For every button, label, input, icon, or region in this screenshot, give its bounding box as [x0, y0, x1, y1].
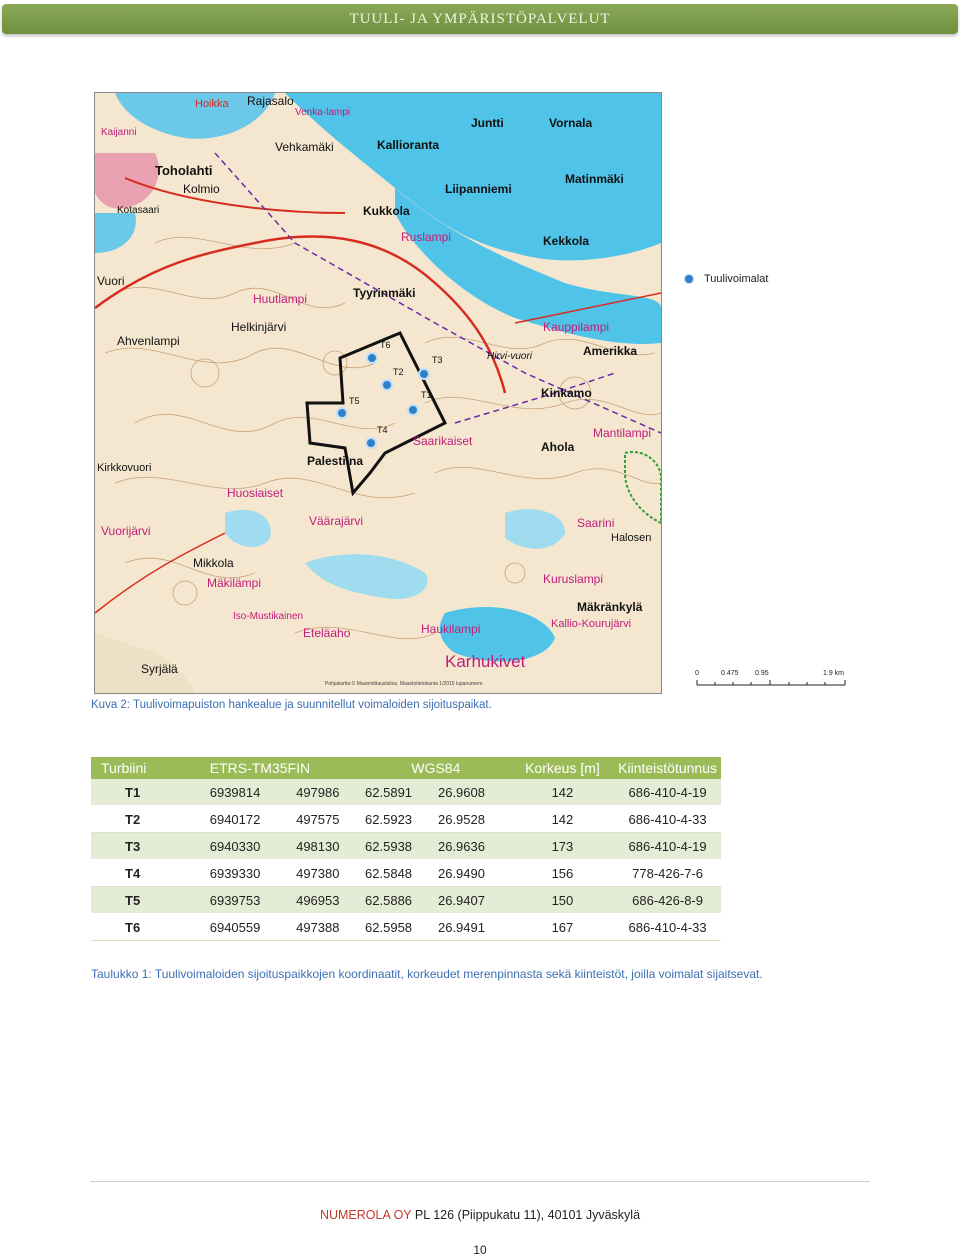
- table-cell: 62.5923: [361, 806, 434, 833]
- place-label: Mantilampi: [593, 426, 652, 440]
- scale-bar: [695, 667, 850, 689]
- table-cell: 686-410-4-19: [614, 779, 721, 806]
- place-label: Hirvi-vuori: [487, 351, 532, 362]
- header-title: TUULI- JA YMPÄRISTÖPALVELUT: [349, 11, 611, 27]
- turbine-label: T2: [393, 367, 404, 377]
- table-row: [91, 914, 721, 941]
- place-label: Vornala: [549, 116, 593, 130]
- scale-tick-label: 1.9 km: [823, 670, 845, 677]
- place-label: Kinkamo: [541, 386, 592, 400]
- turbine-t6-marker: [367, 353, 377, 363]
- column-header: Kiinteistötunnus: [618, 760, 717, 776]
- column-header: Turbiini: [101, 760, 147, 776]
- place-label: Ahola: [541, 440, 575, 454]
- place-label: Huutlampi: [253, 292, 308, 306]
- map-copyright: Pohjakartta © Maanmittauslaitos, Maastotietokanta 1/2015 lupanumero: [325, 681, 483, 687]
- table-cell: 62.5958: [361, 914, 434, 941]
- column-header: Korkeus [m]: [525, 760, 600, 776]
- turbine-t4-marker: [366, 438, 376, 448]
- place-label: Huosiaiset: [227, 486, 284, 500]
- table-cell: 497986: [292, 779, 361, 806]
- place-label: Vuorijärvi: [101, 524, 151, 538]
- place-label: Helkinjärvi: [231, 320, 287, 334]
- table-cell: 26.9608: [434, 779, 511, 806]
- table-cell: 686-410-4-33: [614, 914, 721, 941]
- turbine-table: [91, 757, 721, 941]
- table-cell: 62.5891: [361, 779, 434, 806]
- turbine-t5-marker: [337, 408, 347, 418]
- table-cell: 26.9636: [434, 833, 511, 860]
- table-cell: T2: [91, 806, 206, 833]
- place-label: Kauppilampi: [543, 320, 610, 334]
- place-label: Saarini: [577, 516, 615, 530]
- place-label: Kallioranta: [377, 138, 440, 152]
- place-label: Mäkränkylä: [577, 600, 643, 614]
- place-label: Palestiina: [307, 454, 364, 468]
- table-cell: 497388: [292, 914, 361, 941]
- place-label: Juntti: [471, 116, 504, 130]
- place-label: Ahvenlampi: [117, 334, 180, 348]
- turbine-t2-marker: [382, 380, 392, 390]
- table-cell: 62.5886: [361, 887, 434, 914]
- table-cell: 150: [511, 887, 614, 914]
- table-row: [91, 887, 721, 914]
- scale-tick-label: 0: [695, 670, 699, 677]
- table-cell: 62.5848: [361, 860, 434, 887]
- table-cell: 496953: [292, 887, 361, 914]
- place-label: Amerikka: [583, 344, 638, 358]
- header-banner: [2, 4, 958, 34]
- figure-caption: Kuva 2: Tuulivoimapuiston hankealue ja suunnitellut voimaloiden sijoituspaikat.: [91, 699, 492, 711]
- turbine-coordinates-table: [91, 757, 721, 941]
- column-header: WGS84: [411, 760, 461, 776]
- table-header-row: [91, 757, 721, 779]
- place-label: Iso-Mustikainen: [233, 611, 304, 622]
- footer-divider: [90, 1181, 870, 1182]
- table-cell: 6939814: [206, 779, 292, 806]
- table-body: [91, 779, 721, 941]
- table-cell: 142: [511, 779, 614, 806]
- place-label: Matinmäki: [565, 172, 624, 186]
- table-caption: Taulukko 1: Tuulivoimaloiden sijoituspaikkojen koordinaatit, korkeudet merenpinnasta sekä kiinteistöt, joilla voimalat sijaitsevat.: [91, 967, 763, 981]
- table-cell: 6940330: [206, 833, 292, 860]
- turbine-t3-marker: [419, 369, 429, 379]
- table-cell: 167: [511, 914, 614, 941]
- table-cell: 6939753: [206, 887, 292, 914]
- topographic-map: [95, 93, 661, 693]
- turbine-label: T1: [421, 390, 432, 400]
- table-cell: 26.9528: [434, 806, 511, 833]
- table-cell: 26.9407: [434, 887, 511, 914]
- footer-address: PL 126 (Piippukatu 11), 40101 Jyväskylä: [414, 1208, 641, 1222]
- place-label: Halosen: [611, 532, 652, 544]
- table-cell: 156: [511, 860, 614, 887]
- place-label: Väärajärvi: [309, 514, 364, 528]
- table-cell: 6939330: [206, 860, 292, 887]
- place-label: Kirkkovuori: [97, 462, 152, 474]
- table-row: [91, 779, 721, 806]
- place-label: Karhukivet: [445, 652, 526, 671]
- scale-tick-label: 0.95: [755, 670, 769, 677]
- page-number: 10: [473, 1243, 487, 1257]
- place-label: Kuruslampi: [543, 572, 604, 586]
- table-cell: 26.9491: [434, 914, 511, 941]
- table-cell: 26.9490: [434, 860, 511, 887]
- turbine-t1-marker: [408, 405, 418, 415]
- place-label: Kolmio: [183, 182, 220, 196]
- footer-company: NUMEROLA OY: [319, 1208, 412, 1222]
- scale-bar-graphic: [695, 667, 850, 689]
- place-label: Kallio-Kourujärvi: [551, 618, 632, 630]
- table-cell: 497380: [292, 860, 361, 887]
- place-label: Liipanniemi: [445, 182, 512, 196]
- place-label: Hoikka: [195, 98, 229, 110]
- turbine-label: T6: [380, 340, 391, 350]
- map-legend: [684, 273, 768, 285]
- place-label: Rajasalo: [247, 94, 294, 108]
- place-label: Mikkola: [193, 556, 234, 570]
- table-row: [91, 833, 721, 860]
- turbine-label: T5: [349, 396, 360, 406]
- table-cell: 142: [511, 806, 614, 833]
- table-cell: T4: [91, 860, 206, 887]
- table-cell: 173: [511, 833, 614, 860]
- place-label: Kekkola: [543, 234, 590, 248]
- place-label: Ruslampi: [401, 230, 452, 244]
- table-cell: T5: [91, 887, 206, 914]
- scale-tick-label: 0.475: [721, 670, 739, 677]
- map-figure: [94, 92, 662, 694]
- table-cell: T1: [91, 779, 206, 806]
- table-cell: 6940172: [206, 806, 292, 833]
- table-cell: 498130: [292, 833, 361, 860]
- table-row: [91, 860, 721, 887]
- place-label: Vehkamäki: [275, 140, 334, 154]
- place-label: Toholahti: [155, 163, 213, 178]
- place-label: Venka-lampi: [295, 107, 351, 118]
- place-label: Syrjälä: [141, 662, 178, 676]
- table-cell: 6940559: [206, 914, 292, 941]
- place-label: Kotasaari: [117, 205, 160, 216]
- table-cell: T6: [91, 914, 206, 941]
- place-label: Saarikaiset: [413, 434, 473, 448]
- table-cell: 686-426-8-9: [614, 887, 721, 914]
- table-cell: T3: [91, 833, 206, 860]
- table-cell: 778-426-7-6: [614, 860, 721, 887]
- table-cell: 686-410-4-19: [614, 833, 721, 860]
- legend-label: Tuulivoimalat: [704, 273, 769, 285]
- place-label: Vuori: [97, 274, 125, 288]
- table-cell: 686-410-4-33: [614, 806, 721, 833]
- footer: [0, 1208, 960, 1222]
- turbine-label: T3: [432, 355, 443, 365]
- place-label: Haukilampi: [421, 622, 481, 636]
- turbine-label: T4: [377, 425, 388, 435]
- turbine-legend-icon: [684, 274, 694, 284]
- column-header: ETRS-TM35FIN: [209, 760, 311, 776]
- place-label: Kukkola: [363, 204, 410, 218]
- table-cell: 497575: [292, 806, 361, 833]
- place-label: Tyyrinmäki: [353, 286, 416, 300]
- place-label: Mäkilämpi: [207, 576, 262, 590]
- place-label: Kaijanni: [101, 127, 137, 138]
- place-label: Eteläaho: [303, 626, 351, 640]
- table-row: [91, 806, 721, 833]
- table-cell: 62.5938: [361, 833, 434, 860]
